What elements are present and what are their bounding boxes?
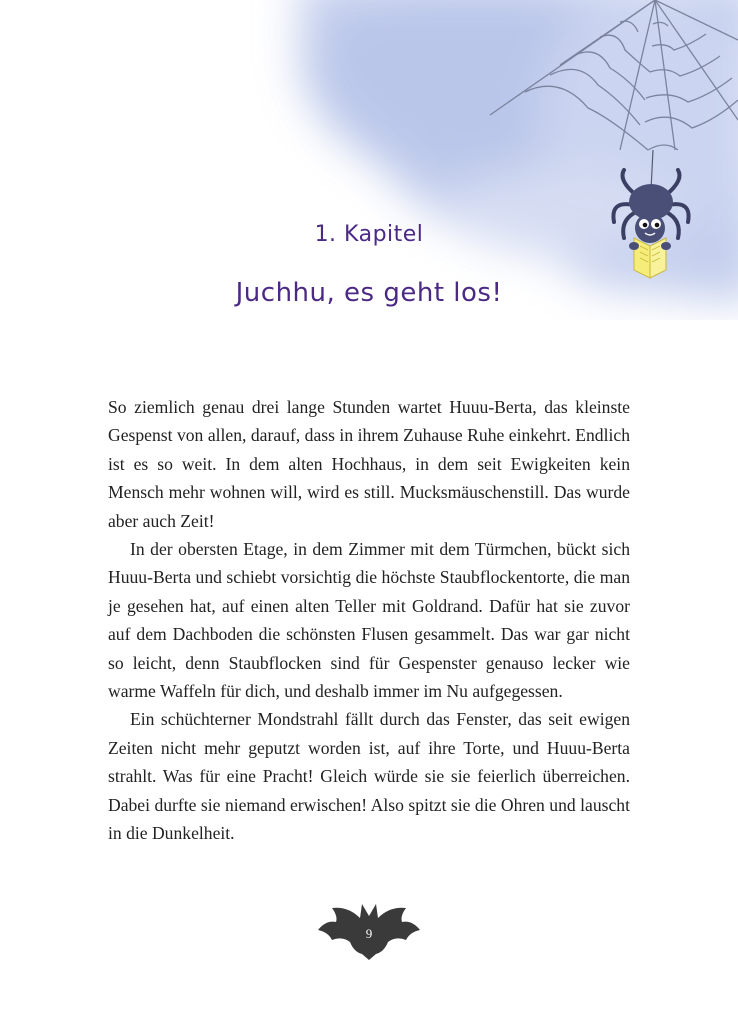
chapter-title: Juchhu, es geht los! [235,278,503,308]
page-number: 9 [365,926,373,941]
chapter-body [108,393,630,848]
spider-web-illustration [470,0,738,160]
chapter-number: 1. Kapitel [314,222,424,247]
paragraph-3: Ein schüchterner Mondstrahl fällt durch das Fenster, das seit ewigen Zeiten nicht mehr geputzt worden ist, auf ihre Torte, und Huuu-Berta strahlt. Was für eine Pracht! Gleich würde sie sie feierlich überreichen. Dabei durfte sie niemand erwischen! Also spitzt sie die Ohren und lauscht in die Dunkelheit. [108,709,630,844]
paragraph-1: So ziemlich genau drei lange Stunden wartet Huuu-Berta, das kleinste Gespenst von allen, darauf, dass in ihrem Zuhause Ruhe einkehrt. Endlich ist es so weit. In dem alten Hochhaus, in dem seit Ewigkeiten kein Mensch mehr wohnen will, wird es still. Mucksmäuschenstill. Das wurde aber auch Zeit! [108,397,630,531]
reading-spider-illustration [606,150,696,285]
paragraph-2: In der obersten Etage, in dem Zimmer mit dem Türmchen, bückt sich Huuu-Berta und schiebt vorsichtig die höchste Staubflockentorte, die man je gesehen hat, auf einen alten Teller mit Goldrand. Dafür hat sie zuvor auf dem Dachboden die schönsten Flusen gesammelt. Das war gar nicht so leicht, denn Staubflocken sind für Gespenster genauso lecker wie warme Waffeln für dich, und deshalb immer im Nu aufgegessen. [108,539,630,702]
